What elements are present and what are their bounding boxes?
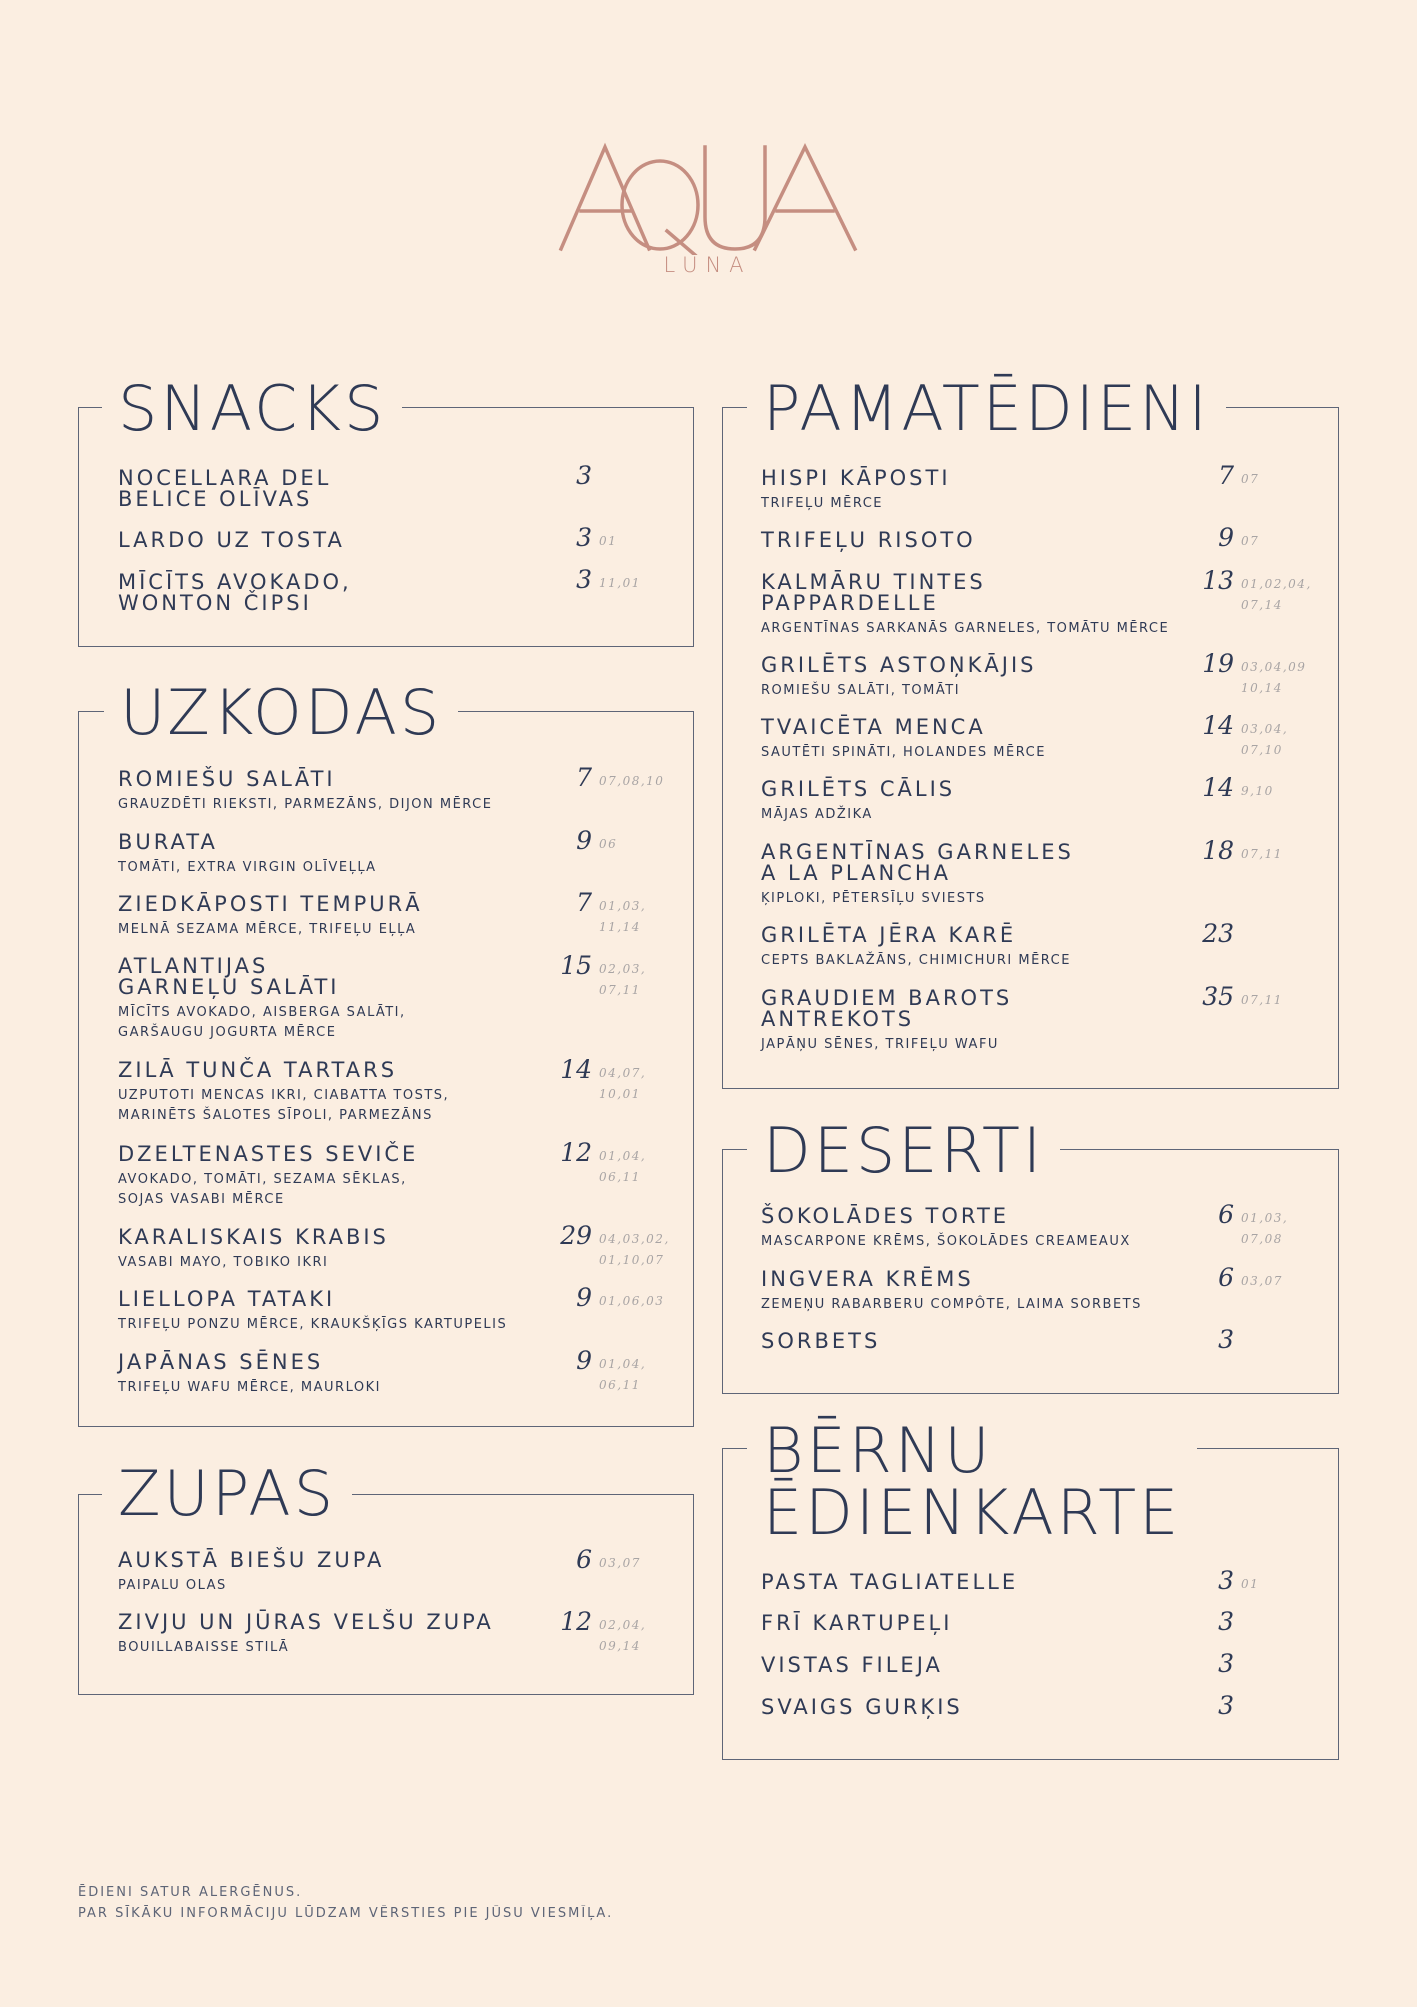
allergen-note-line-1: ĒDIENI SATUR ALERGĒNUS. xyxy=(78,1885,303,1900)
menu-item xyxy=(118,832,377,878)
item-price: 35 xyxy=(1202,982,1234,1011)
menu-item xyxy=(118,1060,449,1126)
item-allergens: 01,02,04, 07,14 xyxy=(1241,577,1312,612)
item-price: 3 xyxy=(576,461,592,490)
item-allergens: 03,04,09 10,14 xyxy=(1241,660,1307,695)
item-name: INGVERA KRĒMS xyxy=(761,1267,974,1291)
menu-item xyxy=(118,1144,418,1210)
item-price: 13 xyxy=(1202,566,1234,595)
item-price: 23 xyxy=(1202,919,1234,948)
item-allergens: 01,06,03 xyxy=(599,1294,665,1308)
item-description: AVOKADO, TOMĀTI, SEZAMA SĒKLAS, SOJAS VASABI MĒRCE xyxy=(118,1172,407,1207)
item-price: 7 xyxy=(1218,461,1234,490)
item-description: SAUTĒTI SPINĀTI, HOLANDES MĒRCE xyxy=(761,745,1046,760)
item-allergens: 01,04, 06,11 xyxy=(599,1357,647,1392)
item-price: 7 xyxy=(576,888,592,917)
item-price: 3 xyxy=(576,523,592,552)
item-name: JAPĀNAS SĒNES xyxy=(118,1350,324,1374)
item-price: 3 xyxy=(1218,1325,1234,1354)
logo xyxy=(555,135,860,285)
menu-item xyxy=(118,572,352,614)
item-name: KARALISKAIS KRABIS xyxy=(118,1225,389,1249)
menu-item xyxy=(118,468,331,510)
item-name: ARGENTĪNAS GARNELES A LA PLANCHA xyxy=(761,840,1074,885)
item-allergens: 01 xyxy=(1241,1577,1260,1591)
item-allergens: 03,07 xyxy=(1241,1274,1283,1288)
item-name: GRILĒTS ASTOŅKĀJIS xyxy=(761,653,1037,677)
menu-item xyxy=(761,779,955,825)
item-price: 6 xyxy=(1218,1263,1234,1292)
menu-item xyxy=(761,717,1046,763)
item-price: 9 xyxy=(576,1283,592,1312)
item-price: 19 xyxy=(1202,649,1234,678)
item-allergens: 07 xyxy=(1241,534,1260,548)
menu-item xyxy=(761,655,1036,701)
item-allergens: 03,07 xyxy=(599,1556,641,1570)
item-description: CEPTS BAKLAŽĀNS, CHIMICHURI MĒRCE xyxy=(761,953,1071,968)
menu-item xyxy=(118,769,492,815)
item-name: TVAICĒTA MENCA xyxy=(761,715,986,739)
section-title-zupas: ZUPAS xyxy=(102,1463,352,1525)
item-description: VASABI MAYO, TOBIKO IKRI xyxy=(118,1255,329,1270)
section-title-bernu: BĒRNU ĒDIENKARTE xyxy=(747,1420,1197,1544)
item-name: BURATA xyxy=(118,830,218,854)
item-name: ŠOKOLĀDES TORTE xyxy=(761,1204,1010,1228)
item-price: 3 xyxy=(1218,1691,1234,1720)
item-name: NOCELLARA DEL BELICE OLĪVAS xyxy=(118,466,332,511)
item-price: 3 xyxy=(1218,1566,1234,1595)
item-description: ARGENTĪNAS SARKANĀS GARNELES, TOMĀTU MĒRCE xyxy=(761,621,1170,636)
item-allergens: 03,04, 07,10 xyxy=(1241,722,1289,757)
item-allergens: 01,03, 07,08 xyxy=(1241,1211,1289,1246)
menu-item xyxy=(118,1550,384,1596)
item-name: MĪCĪTS AVOKADO, WONTON ČIPSI xyxy=(118,570,352,615)
item-name: PASTA TAGLIATELLE xyxy=(761,1570,1019,1594)
item-allergens: 01 xyxy=(599,534,618,548)
item-allergens: 04,07, 10,01 xyxy=(599,1066,647,1101)
section-title-deserti: DESERTI xyxy=(747,1120,1060,1182)
item-allergens: 04,03,02, 01,10,07 xyxy=(599,1232,670,1267)
item-price: 6 xyxy=(1218,1200,1234,1229)
menu-item xyxy=(118,956,406,1043)
item-allergens: 07,11 xyxy=(1241,993,1283,1007)
item-price: 14 xyxy=(560,1055,592,1084)
item-description: ZEMEŅU RABARBERU COMPÔTE, LAIMA SORBETS xyxy=(761,1297,1142,1312)
item-allergens: 07 xyxy=(1241,472,1260,486)
item-name: LIELLOPA TATAKI xyxy=(118,1287,336,1311)
allergen-note-line-2: PAR SĪKĀKU INFORMĀCIJU LŪDZAM VĒRSTIES PIE JŪSU VIESMĪĻA. xyxy=(78,1906,614,1921)
menu-item xyxy=(761,988,1012,1055)
item-allergens: 02,03, 07,11 xyxy=(599,962,647,997)
item-name: SORBETS xyxy=(761,1329,881,1353)
item-price: 12 xyxy=(560,1138,592,1167)
item-price: 14 xyxy=(1202,773,1234,802)
item-name: ZIVJU UN JŪRAS VELŠU ZUPA xyxy=(118,1610,494,1634)
item-price: 7 xyxy=(576,763,592,792)
menu-item xyxy=(118,1227,389,1273)
item-description: TRIFEĻU WAFU MĒRCE, MAURLOKI xyxy=(118,1380,381,1395)
item-description: ROMIEŠU SALĀTI, TOMĀTI xyxy=(761,683,961,698)
item-description: UZPUTOTI MENCAS IKRI, CIABATTA TOSTS, MARINĒTS ŠALOTES SĪPOLI, PARMEZĀNS xyxy=(118,1088,450,1123)
item-name: SVAIGS GURĶIS xyxy=(761,1695,963,1719)
item-name: GRILĒTS CĀLIS xyxy=(761,777,956,801)
menu-item xyxy=(761,468,951,514)
menu-item xyxy=(761,925,1071,971)
item-allergens: 06 xyxy=(599,837,618,851)
item-name: DZELTENASTES SEVIČE xyxy=(118,1142,419,1166)
item-name: ZILĀ TUNČA TARTARS xyxy=(118,1058,398,1082)
item-price: 18 xyxy=(1202,836,1234,865)
menu-item xyxy=(761,1206,1131,1252)
item-name: HISPI KĀPOSTI xyxy=(761,466,951,490)
menu-item xyxy=(761,1269,1142,1315)
item-name: AUKSTĀ BIEŠU ZUPA xyxy=(118,1548,385,1572)
section-title-snacks: SNACKS xyxy=(102,378,402,440)
logo-mark xyxy=(555,135,860,255)
menu-item xyxy=(761,572,1169,639)
item-name: GRILĒTA JĒRA KARĒ xyxy=(761,923,1017,947)
item-price: 3 xyxy=(1218,1649,1234,1678)
item-name: VISTAS FILEJA xyxy=(761,1653,943,1677)
item-name: ATLANTIJAS GARNEĻU SALĀTI xyxy=(118,954,340,999)
item-price: 6 xyxy=(576,1545,592,1574)
item-description: ĶIPLOKI, PĒTERSĪĻU SVIESTS xyxy=(761,891,986,906)
item-allergens: 01,04, 06,11 xyxy=(599,1149,647,1184)
item-description: BOUILLABAISSE STILĀ xyxy=(118,1640,290,1655)
item-allergens: 9,10 xyxy=(1241,784,1274,798)
item-price: 14 xyxy=(1202,711,1234,740)
item-description: MĀJAS ADŽIKA xyxy=(761,807,873,822)
item-description: JAPĀŅU SĒNES, TRIFEĻU WAFU xyxy=(761,1037,999,1052)
item-name: GRAUDIEM BAROTS ANTREKOTS xyxy=(761,986,1013,1031)
item-price: 12 xyxy=(560,1607,592,1636)
item-price: 9 xyxy=(576,1346,592,1375)
section-title-uzkodas: UZKODAS xyxy=(104,682,458,744)
item-allergens: 07,11 xyxy=(1241,847,1283,861)
menu-item xyxy=(118,1352,381,1398)
item-price: 15 xyxy=(560,951,592,980)
item-description: GRAUZDĒTI RIEKSTI, PARMEZĀNS, DIJON MĒRCE xyxy=(118,797,493,812)
item-description: TRIFEĻU MĒRCE xyxy=(761,496,883,511)
item-description: PAIPALU OLAS xyxy=(118,1578,227,1593)
logo-subtitle: LUNA xyxy=(663,253,752,277)
item-description: MASCARPONE KRĒMS, ŠOKOLĀDES CREAMEAUX xyxy=(761,1234,1131,1249)
item-description: MĪCĪTS AVOKADO, AISBERGA SALĀTI, GARŠAUGU JOGURTA MĒRCE xyxy=(118,1005,406,1040)
item-description: MELNĀ SEZAMA MĒRCE, TRIFEĻU EĻĻA xyxy=(118,922,417,937)
item-price: 9 xyxy=(1218,523,1234,552)
item-description: TOMĀTI, EXTRA VIRGIN OLĪVEĻĻA xyxy=(118,860,377,875)
menu-item xyxy=(118,530,345,551)
menu-item xyxy=(761,1613,952,1634)
item-name: LARDO UZ TOSTA xyxy=(118,528,345,552)
menu-item xyxy=(118,894,423,940)
item-allergens: 11,01 xyxy=(599,576,641,590)
item-name: ROMIEŠU SALĀTI xyxy=(118,767,336,791)
item-allergens: 07,08,10 xyxy=(599,774,665,788)
section-title-pamatedieni: PAMATĒDIENI xyxy=(747,378,1226,440)
item-name: FRĪ KARTUPEĻI xyxy=(761,1611,953,1635)
item-price: 3 xyxy=(1218,1607,1234,1636)
menu-item xyxy=(118,1289,507,1335)
item-price: 9 xyxy=(576,826,592,855)
allergen-note xyxy=(78,1882,613,1924)
item-allergens: 01,03, 11,14 xyxy=(599,899,647,934)
item-allergens: 02,04, 09,14 xyxy=(599,1618,647,1653)
item-name: KALMĀRU TINTES PAPPARDELLE xyxy=(761,570,986,615)
menu-item xyxy=(761,530,976,551)
item-name: ZIEDKĀPOSTI TEMPURĀ xyxy=(118,892,423,916)
menu-item xyxy=(118,1612,494,1658)
item-price: 29 xyxy=(560,1221,592,1250)
menu-item xyxy=(761,1572,1018,1593)
menu-item xyxy=(761,1697,963,1718)
menu-item xyxy=(761,1655,943,1676)
item-description: TRIFEĻU PONZU MĒRCE, KRAUKŠĶĪGS KARTUPELIS xyxy=(118,1317,508,1332)
item-name: TRIFEĻU RISOTO xyxy=(761,528,976,552)
menu-item xyxy=(761,842,1074,909)
menu-item xyxy=(761,1331,880,1352)
item-price: 3 xyxy=(576,565,592,594)
